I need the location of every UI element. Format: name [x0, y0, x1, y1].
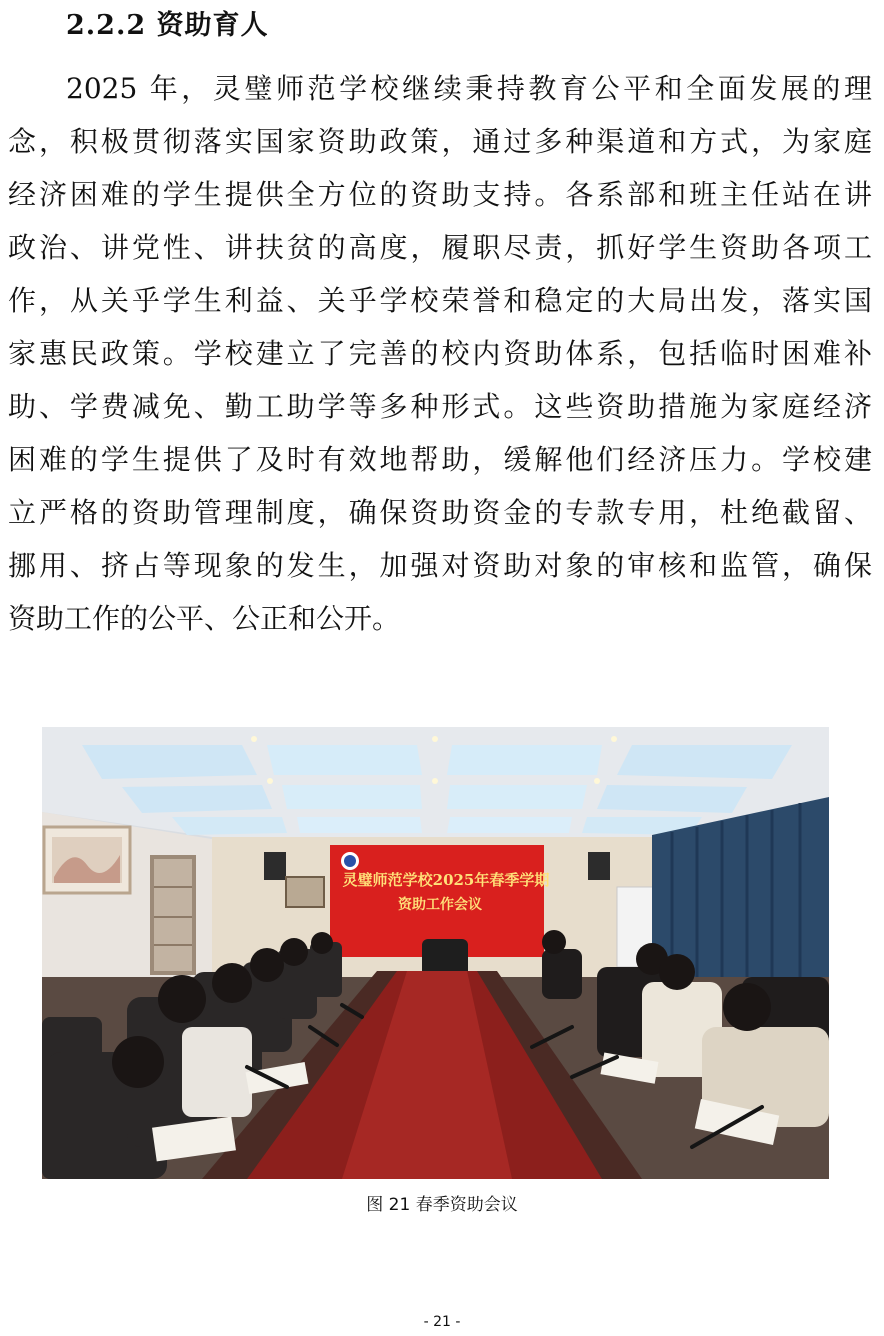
body-paragraph — [8, 62, 872, 645]
meeting-photo — [42, 727, 829, 1179]
section-heading: 2.2.2 资助育人 — [66, 10, 269, 41]
banner-title-line1: 灵璧师范学校2025年春季学期 — [342, 871, 550, 889]
paragraph-line: 念，积极贯彻落实国家资助政策，通过多种渠道和方式，为家庭 — [8, 125, 872, 158]
banner-title-line2: 资助工作会议 — [398, 897, 482, 913]
paragraph-line: 作，从关乎学生利益、关乎学校荣誉和稳定的大局出发，落实国 — [8, 284, 872, 317]
paragraph-line: 困难的学生提供了及时有效地帮助，缓解他们经济压力。学校建 — [8, 443, 872, 476]
paragraph-line: 资助工作的公平、公正和公开。 — [8, 602, 401, 635]
paragraph-line: 立严格的资助管理制度，确保资助资金的专款专用，杜绝截留、 — [8, 496, 872, 529]
paragraph-line: 政治、讲党性、讲扶贫的高度，履职尽责，抓好学生资助各项工 — [8, 231, 872, 264]
paragraph-line: 2025 年，灵璧师范学校继续秉持教育公平和全面发展的理 — [66, 72, 872, 105]
paragraph-line: 经济困难的学生提供全方位的资助支持。各系部和班主任站在讲 — [8, 178, 872, 211]
paragraph-line: 家惠民政策。学校建立了完善的校内资助体系，包括临时困难补 — [8, 337, 872, 370]
paragraph-line: 挪用、挤占等现象的发生，加强对资助对象的审核和监管，确保 — [8, 549, 872, 582]
paragraph-line: 助、学费减免、勤工助学等多种形式。这些资助措施为家庭经济 — [8, 390, 872, 423]
page-number: - 21 - — [423, 1314, 461, 1330]
figure-caption: 图 21 春季资助会议 — [366, 1195, 518, 1215]
